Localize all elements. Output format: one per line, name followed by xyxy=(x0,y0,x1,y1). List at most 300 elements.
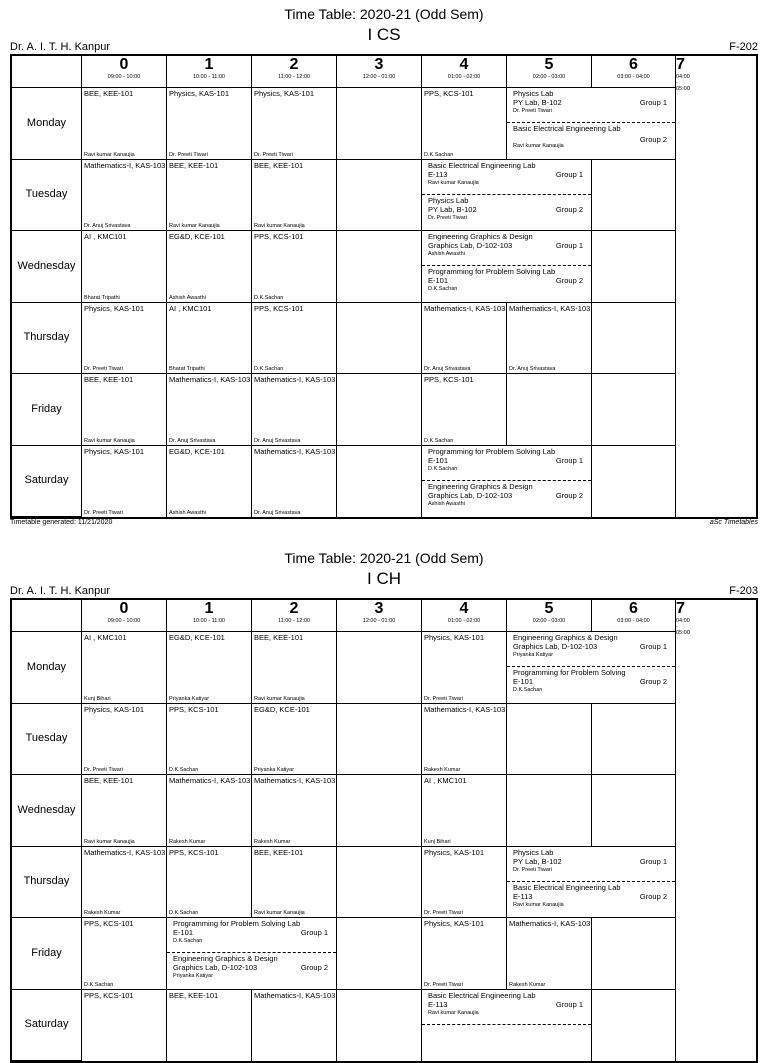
subject-name: PPS, KCS-101 xyxy=(84,919,134,928)
period-number: 1 xyxy=(204,600,214,617)
lesson-cell xyxy=(422,847,507,919)
class-name: I CS xyxy=(367,25,401,44)
teacher-name: Rakesh Kumar xyxy=(424,767,461,773)
lab-name: Physics Lab xyxy=(428,195,469,205)
subject-name: Mathematics-I, KAS-103 xyxy=(509,919,591,928)
subject-name: PPS, KCS-101 xyxy=(169,847,219,857)
lesson-cell xyxy=(252,88,337,160)
period-time: 01:00 - 02:00 xyxy=(447,74,481,80)
lab-room: E-101 xyxy=(428,276,449,286)
subject-name: BEE, KEE-101 xyxy=(254,633,304,642)
day-name: Friday xyxy=(31,402,62,415)
lesson-cell xyxy=(252,847,337,919)
lab-block xyxy=(167,953,336,988)
teacher-name: D.K.Sachan xyxy=(169,910,199,916)
period-time: 02:00 - 03:00 xyxy=(532,74,566,80)
lesson-cell xyxy=(167,231,252,303)
teacher-name: Ashish Awasthi xyxy=(169,294,206,301)
teacher-name: Ravi kumar Kanaujia xyxy=(84,838,135,845)
lesson-cell xyxy=(422,775,507,847)
teacher-name: Kunj Bihari xyxy=(424,838,451,845)
period-number: 5 xyxy=(544,600,554,617)
lab-room: PY Lab, B-102 xyxy=(513,98,562,107)
day-label-cell xyxy=(12,303,82,375)
lab-room: E-113 xyxy=(513,891,533,901)
day-label-cell xyxy=(12,160,82,232)
day-label-cell xyxy=(12,775,82,847)
period-time: 01:00 - 02:00 xyxy=(447,618,481,624)
lesson-cell xyxy=(167,704,252,776)
subject-name: Mathematics-I, KAS-103 xyxy=(169,776,251,785)
teacher-name: D.K.Sachan xyxy=(424,151,454,158)
subject-name: Physics, KAS-101 xyxy=(84,446,145,456)
period-time: 11:00 - 12:00 xyxy=(277,618,310,624)
lab-group: Group 2 xyxy=(555,204,583,214)
lab-room: PY Lab, B-102 xyxy=(513,856,562,866)
empty-cell xyxy=(592,160,676,232)
lab-teacher: Dr. Preeti Tiwari xyxy=(428,214,467,221)
teacher-name: Ravi kumar Kanaujia xyxy=(169,223,220,229)
footer-generated: Timetable generated: 11/21/2020 xyxy=(10,519,113,526)
lab-teacher: D.K.Sachan xyxy=(513,687,543,694)
subject-name: BEE, KEE-101 xyxy=(169,990,219,1000)
teacher-name: D.K.Sachan xyxy=(424,437,454,444)
period-number: 2 xyxy=(289,56,299,73)
lab-room: E-101 xyxy=(428,455,449,465)
lab-block xyxy=(422,446,591,481)
lesson-cell xyxy=(422,918,507,990)
empty-cell xyxy=(337,374,422,446)
lab-group: Group 2 xyxy=(555,490,583,500)
period-header xyxy=(252,56,337,88)
lab-name: Physics Lab xyxy=(513,89,554,98)
subject-name: Physics, KAS-101 xyxy=(424,847,485,857)
lab-name: Programming for Problem Solving Lab xyxy=(428,267,556,277)
day-name: Wednesday xyxy=(17,259,76,272)
teacher-name: Dr. Preeti Tiwari xyxy=(84,510,123,516)
lesson-cell xyxy=(252,231,337,303)
period-time: 09:00 - 10:00 xyxy=(107,618,141,624)
subject-name: Mathematics-I, KAS-103 xyxy=(254,375,336,384)
lesson-cell xyxy=(252,160,337,232)
subject-name: BEE, KEE-101 xyxy=(169,160,219,170)
lab-room: E-101 xyxy=(513,677,534,687)
lab-group: Group 1 xyxy=(639,642,667,651)
lab-name: Physics Lab xyxy=(513,847,554,857)
subject-name: EG&D, KCE-101 xyxy=(169,232,225,241)
lesson-cell xyxy=(252,775,337,847)
period-header xyxy=(422,600,507,632)
lab-teacher: Ravi kumar Kanaujia xyxy=(428,179,479,186)
day-label-cell xyxy=(12,231,82,303)
subject-name: Physics, KAS-101 xyxy=(84,704,145,714)
school-name: Dr. A. I. T. H. Kanpur xyxy=(10,41,111,53)
lesson-cell xyxy=(422,374,507,446)
subject-name: BEE, KEE-101 xyxy=(84,776,134,785)
empty-cell xyxy=(337,88,422,160)
teacher-name: D.K.Sachan xyxy=(169,767,199,773)
period-number: 4 xyxy=(459,56,469,73)
lesson-cell xyxy=(167,374,252,446)
lab-block xyxy=(507,847,675,882)
timetable-title: Time Table: 2020-21 (Odd Sem) xyxy=(284,6,484,22)
period-time: 11:00 - 12:00 xyxy=(277,74,310,80)
empty-cell xyxy=(592,990,676,1062)
empty-cell xyxy=(337,847,422,919)
day-name: Saturday xyxy=(24,1018,69,1031)
lab-teacher: Ashish Awasthi xyxy=(428,251,465,257)
lab-group: Group 1 xyxy=(555,241,583,250)
lesson-cell xyxy=(252,704,337,776)
empty-cell xyxy=(592,231,676,303)
period-header xyxy=(507,600,592,632)
day-name: Thursday xyxy=(23,875,70,888)
room-number: F-203 xyxy=(729,585,758,597)
lesson-cell xyxy=(167,160,252,232)
lesson-cell xyxy=(422,632,507,704)
period-number: 6 xyxy=(629,600,638,617)
empty-cell xyxy=(337,775,422,847)
lab-block xyxy=(422,231,591,266)
period-header xyxy=(337,56,422,88)
lesson-cell xyxy=(82,990,167,1062)
lesson-cell xyxy=(167,775,252,847)
period-number: 1 xyxy=(204,56,214,73)
subject-name: AI , KMC101 xyxy=(169,303,212,313)
period-time: 10:00 - 11:00 xyxy=(192,618,225,624)
day-name: Wednesday xyxy=(17,803,76,816)
subject-name: Physics, KAS-101 xyxy=(84,303,145,313)
lesson-cell xyxy=(167,632,252,704)
lab-teacher: Priyanka Katiyar xyxy=(173,973,214,980)
lesson-cell xyxy=(82,847,167,919)
subject-name: PPS, KCS-101 xyxy=(424,89,474,98)
period-time: 12:00 - 01:00 xyxy=(362,618,396,624)
lesson-cell xyxy=(422,231,592,303)
lab-group: Group 1 xyxy=(555,455,583,465)
empty-cell xyxy=(337,231,422,303)
teacher-name: Dr. Preeti Tiwari xyxy=(424,695,463,702)
empty-cell xyxy=(337,632,422,704)
period-time: 12:00 - 01:00 xyxy=(362,74,396,80)
teacher-name: Dr. Preeti Tiwari xyxy=(424,981,463,988)
teacher-name: Rakesh Kumar xyxy=(84,910,121,916)
subject-name: Mathematics-I, KAS-103 xyxy=(254,990,336,1000)
lesson-cell xyxy=(507,88,676,160)
lab-room: PY Lab, B-102 xyxy=(428,204,477,214)
teacher-name: Rakesh Kumar xyxy=(509,981,546,988)
lesson-cell xyxy=(252,990,337,1062)
day-label-cell xyxy=(12,632,82,704)
teacher-name: Dr. Anuj Srivastava xyxy=(169,437,216,444)
subject-name: Mathematics-I, KAS-103 xyxy=(169,375,251,384)
subject-name: Mathematics-I, KAS-103 xyxy=(84,160,166,170)
teacher-name: Dr. Anuj Srivastava xyxy=(254,510,301,516)
subject-name: BEE, KEE-101 xyxy=(84,375,134,384)
subject-name: BEE, KEE-101 xyxy=(84,89,134,98)
period-time: 10:00 - 11:00 xyxy=(192,74,225,80)
lab-room: E-113 xyxy=(428,999,448,1009)
lab-block xyxy=(507,88,675,123)
period-header xyxy=(167,600,252,632)
period-header xyxy=(82,600,167,632)
period-header xyxy=(592,600,676,632)
period-header xyxy=(82,56,167,88)
day-label-cell xyxy=(12,918,82,990)
lesson-cell xyxy=(82,632,167,704)
period-header xyxy=(252,600,337,632)
empty-cell xyxy=(337,990,422,1062)
period-number: 0 xyxy=(119,600,129,617)
period-header xyxy=(337,600,422,632)
lab-group: Group 2 xyxy=(300,963,328,973)
lab-teacher: Ravi kumar Kanaujia xyxy=(428,1009,479,1016)
subject-name: PPS, KCS-101 xyxy=(254,303,304,313)
teacher-name: Ravi kumar Kanaujia xyxy=(254,910,305,916)
lesson-cell xyxy=(422,446,592,518)
lesson-cell xyxy=(167,446,252,518)
lesson-cell xyxy=(252,446,337,518)
teacher-name: Ravi kumar Kanaujia xyxy=(84,151,135,158)
school-name: Dr. A. I. T. H. Kanpur xyxy=(10,585,111,597)
lesson-cell xyxy=(507,303,592,375)
day-label-cell xyxy=(12,847,82,919)
day-name: Monday xyxy=(26,660,67,673)
lesson-cell xyxy=(422,990,592,1062)
lesson-cell xyxy=(422,88,507,160)
lab-group: Group 2 xyxy=(639,891,667,901)
lesson-cell xyxy=(82,775,167,847)
lab-name: Basic Electrical Engineering Lab xyxy=(513,882,621,892)
lab-block xyxy=(167,918,336,953)
lab-teacher: D.K.Sachan xyxy=(428,465,458,472)
lesson-cell xyxy=(82,374,167,446)
lab-block xyxy=(507,882,675,917)
subject-name: PPS, KCS-101 xyxy=(84,990,134,1000)
subject-name: AI , KMC101 xyxy=(84,232,127,241)
subject-name: Mathematics-I, KAS-103 xyxy=(509,303,591,313)
teacher-name: D.K.Sachan xyxy=(84,981,114,988)
lab-name: Engineering Graphics & Design xyxy=(173,954,278,964)
timetable-title: Time Table: 2020-21 (Odd Sem) xyxy=(284,550,484,566)
empty-cell xyxy=(592,775,676,847)
lab-group: Group 1 xyxy=(555,999,583,1009)
lab-group: Group 1 xyxy=(639,856,667,866)
lesson-cell xyxy=(252,632,337,704)
lab-name: Basic Electrical Engineering Lab xyxy=(428,160,536,170)
lesson-cell xyxy=(82,918,167,990)
subject-name: PPS, KCS-101 xyxy=(169,704,219,714)
lab-room: E-101 xyxy=(173,928,194,937)
teacher-name: Ravi kumar Kanaujia xyxy=(254,223,305,229)
empty-cell xyxy=(337,446,422,518)
lab-name: Basic Electrical Engineering Lab xyxy=(428,990,536,1000)
lesson-cell xyxy=(422,160,592,232)
lab-name: Programming for Problem Solving Lab xyxy=(173,919,301,928)
lesson-cell xyxy=(82,160,167,232)
lesson-cell xyxy=(82,446,167,518)
teacher-name: Dr. Preeti Tiwari xyxy=(169,151,208,158)
lab-group: Group 2 xyxy=(555,276,583,286)
day-label-cell xyxy=(12,88,82,160)
lab-block xyxy=(507,632,675,667)
lab-group: Group 1 xyxy=(300,928,328,937)
teacher-name: Bharat Tripathi xyxy=(169,366,205,372)
day-name: Tuesday xyxy=(25,732,68,745)
lesson-cell xyxy=(167,990,252,1062)
lesson-cell xyxy=(422,303,507,375)
subject-name: Physics, KAS-101 xyxy=(254,89,315,98)
period-number: 3 xyxy=(374,56,384,73)
lesson-cell xyxy=(167,88,252,160)
lab-group: Group 2 xyxy=(639,135,667,145)
day-name: Friday xyxy=(31,946,62,959)
lab-name: Programming for Problem Solving Lab xyxy=(428,446,556,456)
teacher-name: Dr. Anuj Srivastava xyxy=(84,223,131,229)
lab-name: Engineering Graphics & Design xyxy=(428,481,533,491)
empty-cell xyxy=(592,704,676,776)
lab-block xyxy=(507,123,675,158)
lab-block xyxy=(422,266,591,301)
subject-name: AI , KMC101 xyxy=(424,776,467,785)
teacher-name: Dr. Preeti Tiwari xyxy=(84,767,123,773)
day-name: Tuesday xyxy=(25,188,68,201)
period-header xyxy=(422,56,507,88)
day-label-cell xyxy=(12,990,82,1062)
lab-block xyxy=(422,195,591,230)
header-corner xyxy=(12,600,82,632)
subject-name: PPS, KCS-101 xyxy=(254,232,304,241)
empty-cell xyxy=(337,303,422,375)
lab-group: Group 1 xyxy=(639,98,667,107)
subject-name: EG&D, KCE-101 xyxy=(169,633,225,642)
lab-teacher: Dr. Preeti Tiwari xyxy=(513,866,552,873)
teacher-name: Ravi kumar Kanaujia xyxy=(254,695,305,702)
teacher-name: Priyanka Katiyar xyxy=(254,767,295,773)
lab-block xyxy=(422,160,591,195)
teacher-name: Dr. Preeti Tiwari xyxy=(84,366,123,372)
empty-cell xyxy=(592,918,676,990)
subject-name: PPS, KCS-101 xyxy=(424,375,474,384)
day-name: Thursday xyxy=(23,331,70,344)
lab-room: Graphics Lab, D-102-103 xyxy=(428,490,513,500)
lab-teacher: Ashish Awasthi xyxy=(428,500,465,507)
lesson-cell xyxy=(507,847,676,919)
empty-cell xyxy=(507,374,592,446)
teacher-name: Dr. Preeti Tiwari xyxy=(254,151,293,158)
period-time: 03:00 - 04:00 xyxy=(617,618,650,624)
subject-name: Mathematics-I, KAS-103 xyxy=(254,446,336,456)
lesson-cell xyxy=(422,704,507,776)
lab-group: Group 1 xyxy=(555,169,583,179)
teacher-name: Ashish Awasthi xyxy=(169,510,206,516)
subject-name: Mathematics-I, KAS-103 xyxy=(254,776,336,785)
timetable-grid: 0 09:00 - 10:00 1 10:00 - 11:00 2 11:00 - 12:00 3 12:00 - 01:00 4 01:00 - 02:00 5 02:00 - 03:00 6 03:00 - 04:00 7 04:00 - 05:00 Monday BEE, KEE-101 Ravi kumar Kanaujia Physics, KAS-101 Dr. Preeti Tiwari Physics, KAS-101 Dr. Preeti Tiwari PPS, KCS-101 D.K.Sachan Physics Lab PY Lab, B-102 Dr. Preeti Tiwari Group 1 Basic Electrical Engineering Lab Ravi kumar Kanaujia Group 2 Tuesday Mathematics-I, KAS-103 Dr. Anuj Srivastava BEE, KEE-101 Ravi kumar Kanaujia BEE, KEE-101 Ravi kumar Kanaujia Basic Electrical Engineering Lab E-113 Ravi kumar Kanaujia Group 1 Physics Lab PY Lab, B-102 Dr. Preeti Tiwari Group 2 Wednesday AI , KMC101 Bharat Tripathi EG&D, KCE-101 Ashish Awasthi PPS, KCS-101 D.K.Sachan Engineering Graphics & Design Graphics Lab, D-102-103 Ashish Awasthi Group 1 Programming for Problem Solving Lab E-101 D.K.Sachan Group 2 Thursday Physics, KAS-101 Dr. Preeti Tiwari AI , KMC101 Bharat Tripathi PPS, KCS-101 D.K.Sachan Mathematics-I, KAS-103 Dr. Anuj Srivastava Mathematics-I, KAS-103 Dr. Anuj Srivastava Friday BEE, KEE-101 Ravi kumar Kanaujia Mathematics-I, KAS-103 Dr. Anuj Srivastava Mathematics-I, KAS-103 Dr. Anuj Srivastava PPS, KCS-101 D.K.Sachan Saturday Physics, KAS-101 Dr. Preeti Tiwari EG&D, KCE-101 Ashish Awasthi Mathematics-I, KAS-103 Dr. Anuj Srivastava Programming for Problem Solving Lab E-101 D.K.Sachan Group 1 Engineering Graphics & Design Graphics Lab, D-102-103 Ashish Awasthi Group 2 xyxy=(10,54,758,519)
lesson-cell xyxy=(507,918,592,990)
day-label-cell xyxy=(12,704,82,776)
lab-room: E-113 xyxy=(428,169,448,179)
period-header xyxy=(507,56,592,88)
lab-room: Graphics Lab, D-102-103 xyxy=(513,642,598,651)
timetable-grid: 0 09:00 - 10:00 1 10:00 - 11:00 2 11:00 - 12:00 3 12:00 - 01:00 4 01:00 - 02:00 5 02:00 - 03:00 6 03:00 - 04:00 7 04:00 - 05:00 Monday AI , KMC101 Kunj Bihari EG&D, KCE-101 Priyanka Katiyar BEE, KEE-101 Ravi kumar Kanaujia Physics, KAS-101 Dr. Preeti Tiwari Engineering Graphics & Design Graphics Lab, D-102-103 Priyanka Katiyar Group 1 Programming for Problem Solving E-101 D.K.Sachan Group 2 Tuesday Physics, KAS-101 Dr. Preeti Tiwari PPS, KCS-101 D.K.Sachan EG&D, KCE-101 Priyanka Katiyar Mathematics-I, KAS-103 Rakesh Kumar Wednesday BEE, KEE-101 Ravi kumar Kanaujia Mathematics-I, KAS-103 Rakesh Kumar Mathematics-I, KAS-103 Rakesh Kumar AI , KMC101 Kunj Bihari Thursday Mathematics-I, KAS-103 Rakesh Kumar PPS, KCS-101 D.K.Sachan BEE, KEE-101 Ravi kumar Kanaujia Physics, KAS-101 Dr. Preeti Tiwari Physics Lab PY Lab, B-102 Dr. Preeti Tiwari Group 1 Basic Electrical Engineering Lab E-113 Ravi kumar Kanaujia Group 2 Friday PPS, KCS-101 D.K.Sachan Programming for Problem Solving Lab E-101 D.K.Sachan Group 1 Engineering Graphics & Design Graphics Lab, D-102-103 Priyanka Katiyar Group 2 Physics, KAS-101 Dr. Preeti Tiwari Mathematics-I, KAS-103 Rakesh Kumar Saturday PPS, KCS-101 BEE, KEE-101 Mathematics-I, KAS-103 Basic Electrical Engineering Lab E-113 Ravi kumar Kanaujia Group 1 xyxy=(10,598,758,1063)
lab-name: Basic Electrical Engineering Lab xyxy=(513,124,621,134)
subject-name: Mathematics-I, KAS-103 xyxy=(84,847,166,857)
footer-brand: aSc Timetables xyxy=(709,519,758,526)
teacher-name: Dr. Anuj Srivastava xyxy=(424,366,471,372)
subject-name: Mathematics-I, KAS-103 xyxy=(424,303,506,313)
period-number: 4 xyxy=(459,600,469,617)
lab-teacher: Dr. Preeti Tiwari xyxy=(513,108,552,114)
period-time: 03:00 - 04:00 xyxy=(617,74,650,80)
day-label-cell xyxy=(12,446,82,518)
day-name: Monday xyxy=(26,116,67,129)
lab-teacher: Ravi kumar Kanaujia xyxy=(513,143,564,150)
empty-cell xyxy=(337,704,422,776)
teacher-name: D.K.Sachan xyxy=(254,294,284,301)
teacher-name: Priyanka Katiyar xyxy=(169,695,210,702)
day-name: Saturday xyxy=(24,474,69,487)
empty-cell xyxy=(592,303,676,375)
teacher-name: Rakesh Kumar xyxy=(169,838,206,845)
subject-name: EG&D, KCE-101 xyxy=(169,446,225,456)
lab-group: Group 2 xyxy=(639,677,667,687)
subject-name: Mathematics-I, KAS-103 xyxy=(424,704,506,714)
lab-teacher: Priyanka Katiyar xyxy=(513,652,554,658)
lesson-cell xyxy=(252,374,337,446)
period-header xyxy=(592,56,676,88)
period-time: 02:00 - 03:00 xyxy=(532,618,566,624)
period-number: 3 xyxy=(374,600,384,617)
header-corner xyxy=(12,56,82,88)
teacher-name: Dr. Preeti Tiwari xyxy=(424,910,463,916)
lab-teacher: Ravi kumar Kanaujia xyxy=(513,901,564,908)
lesson-cell xyxy=(82,88,167,160)
lesson-cell xyxy=(82,231,167,303)
period-time: 09:00 - 10:00 xyxy=(107,74,141,80)
lesson-cell xyxy=(167,847,252,919)
lab-name: Engineering Graphics & Design xyxy=(428,232,533,241)
lesson-cell xyxy=(252,303,337,375)
empty-cell xyxy=(337,160,422,232)
lab-block xyxy=(422,481,591,516)
lab-room: Graphics Lab, D-102-103 xyxy=(173,963,258,973)
subject-name: EG&D, KCE-101 xyxy=(254,704,310,714)
empty-cell xyxy=(337,918,422,990)
subject-name: Physics, KAS-101 xyxy=(169,89,230,98)
lesson-cell xyxy=(507,632,676,704)
lab-name: Engineering Graphics & Design xyxy=(513,633,618,642)
lab-teacher: D.K.Sachan xyxy=(173,938,203,944)
lab-teacher: D.K.Sachan xyxy=(428,286,458,293)
teacher-name: Dr. Anuj Srivastava xyxy=(254,437,301,444)
period-number: 2 xyxy=(289,600,299,617)
lab-block xyxy=(507,667,675,702)
lesson-cell xyxy=(167,918,337,990)
class-name: I CH xyxy=(367,569,401,588)
empty-cell xyxy=(507,704,592,776)
teacher-name: D.K.Sachan xyxy=(254,366,284,372)
period-number: 5 xyxy=(544,56,554,73)
room-number: F-202 xyxy=(729,41,758,53)
subject-name: Physics, KAS-101 xyxy=(424,919,485,928)
subject-name: BEE, KEE-101 xyxy=(254,847,304,857)
subject-name: Physics, KAS-101 xyxy=(424,633,485,642)
teacher-name: Kunj Bihari xyxy=(84,695,111,702)
empty-cell xyxy=(592,446,676,518)
subject-name: BEE, KEE-101 xyxy=(254,160,304,170)
lesson-cell xyxy=(82,704,167,776)
lab-block xyxy=(422,990,591,1025)
